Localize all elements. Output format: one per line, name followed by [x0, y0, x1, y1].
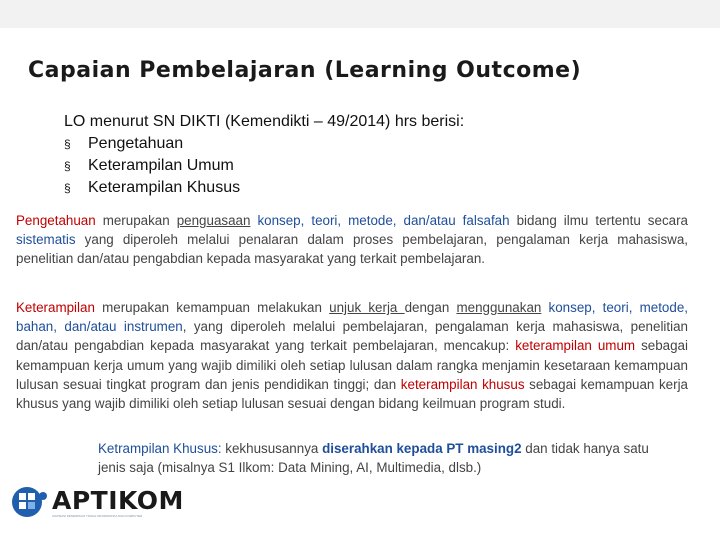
lo-intro-text: LO menurut SN DIKTI (Kemendikti – 49/2014) hrs berisi: — [64, 113, 465, 130]
lo-intro-block — [64, 111, 664, 199]
logo-tagline: ASOSIASI PENDIDIKAN TINGGI INFORMATIKA DAN KOMPUTER — [52, 514, 143, 518]
ketrampilan-khusus-note — [98, 439, 678, 477]
list-item-label: Keterampilan Khusus — [88, 179, 241, 196]
note-bold: diserahkan kepada PT masing2 — [322, 441, 522, 456]
list-item — [64, 133, 664, 155]
note-label: Ketrampilan Khusus: — [98, 441, 222, 456]
text-span: merupakan kemampuan melakukan — [94, 300, 330, 315]
text-span: sebagai kemampuan kerja umum yang wajib dimiliki oleh setiap lulusan dalam rangka menjamin kesetaraan kemampuan lulusan sesuai tingkat program dan jenis pendidikan tinggi; dan — [16, 338, 688, 392]
bullet-icon: § — [64, 181, 71, 195]
aptikom-emblem-icon — [10, 484, 50, 524]
page-title: Capaian Pembelajaran (Learning Outcome) — [28, 58, 582, 83]
text-span: dengan — [404, 300, 457, 315]
text-span: bidang ilmu tertentu secara — [509, 213, 688, 228]
text-span: yang diperoleh melalui penalaran dalam proses pembelajaran, pengalaman kerja mahasiswa, penelitian dan/atau pengabdian kepada masyarakat yang terkait pembelajaran. — [16, 232, 688, 267]
keterampilan-paragraph — [16, 298, 688, 413]
bullet-icon: § — [64, 137, 71, 151]
underlined-span: penguasaan — [176, 213, 251, 228]
term-keterampilan: Keterampilan — [16, 300, 95, 315]
underlined-span: unjuk kerja — [329, 300, 405, 315]
list-item-label: Pengetahuan — [88, 135, 184, 152]
text-span: merupakan — [95, 213, 177, 228]
pengetahuan-paragraph — [16, 211, 688, 269]
lo-list — [64, 133, 664, 199]
highlight-span: sistematis — [16, 232, 76, 248]
text-span: kekhususannya — [221, 441, 323, 456]
term-pengetahuan: Pengetahuan — [16, 213, 96, 228]
logo-wordmark: APTIKOM — [52, 486, 184, 515]
term-keterampilan-umum: keterampilan umum — [515, 338, 636, 354]
highlight-span: konsep, teori, metode, bahan, dan/atau instrumen — [16, 300, 688, 335]
list-item — [64, 177, 664, 199]
text-span: dan tidak hanya satu jenis saja (misalnya S1 Ilkom: Data Mining, AI, Multimedia, dlsb.) — [98, 441, 649, 475]
highlight-span: konsep, teori, metode, dan/atau falsafah — [250, 213, 510, 228]
top-bar — [0, 0, 720, 28]
bullet-icon: § — [64, 159, 71, 173]
aptikom-logo — [10, 484, 190, 524]
text-span: sebagai kemampuan kerja khusus yang wajib dimiliki oleh setiap lulusan sesuai dengan bidang keilmuan program studi. — [16, 376, 689, 412]
list-item — [64, 155, 664, 177]
term-keterampilan-khusus: keterampilan khusus — [400, 376, 525, 392]
text-span: , yang diperoleh melalui pembelajaran, pengalaman kerja mahasiswa, penelitian dan/atau pengabdian kepada masyarakat yang terkait pembelajaran, mencakup: — [16, 319, 688, 354]
list-item-label: Keterampilan Umum — [88, 157, 234, 174]
underlined-span: menggunakan — [456, 300, 542, 315]
